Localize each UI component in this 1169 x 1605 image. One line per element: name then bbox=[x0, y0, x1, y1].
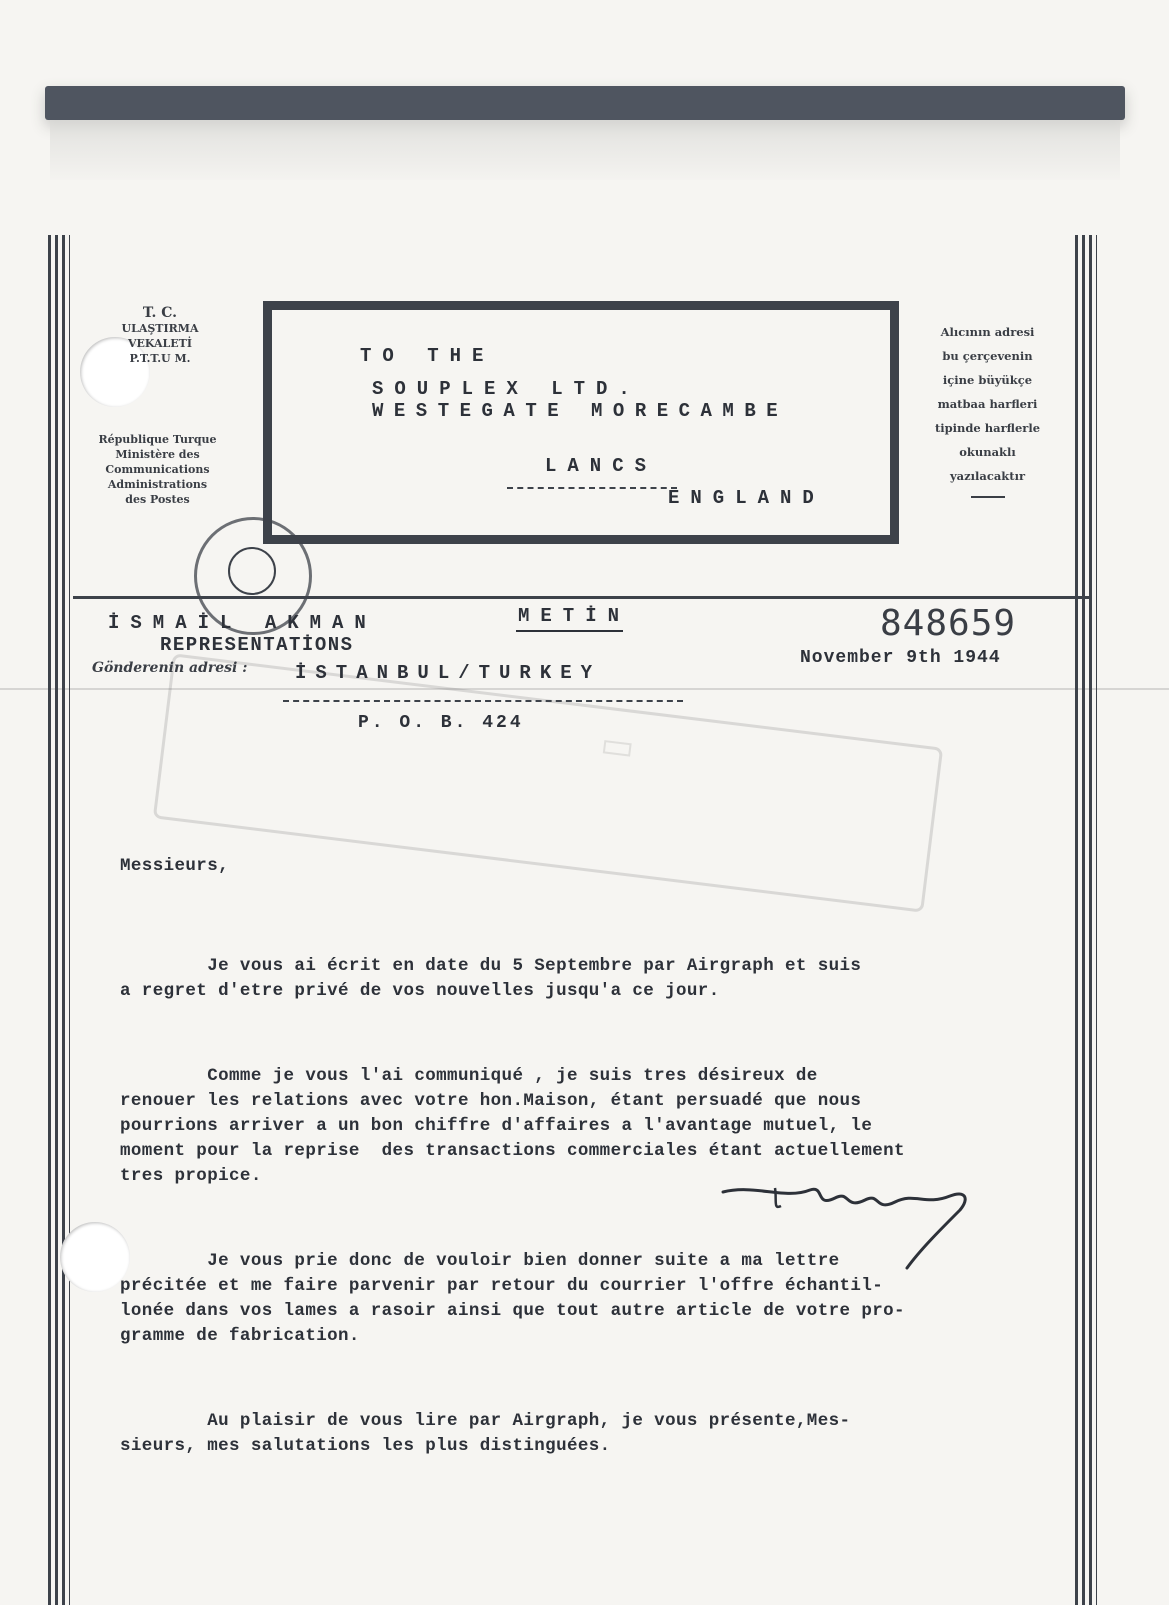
sender-divider bbox=[73, 596, 1091, 599]
serial-number: 848659 bbox=[880, 603, 1017, 644]
instruction-line: Alıcının adresi bbox=[940, 325, 1035, 339]
sender-address-label: Gönderenin adresi : bbox=[92, 660, 248, 676]
paper-smudge bbox=[50, 120, 1120, 180]
header-bar bbox=[45, 86, 1125, 120]
recipient-line-4: LANCS bbox=[545, 455, 658, 477]
left-border-lines bbox=[48, 235, 70, 1605]
recipient-line-3: WESTEGATE MORECAMBE bbox=[372, 400, 789, 422]
letter-body bbox=[120, 804, 1080, 1484]
tc-block bbox=[100, 306, 220, 366]
instruction-line: yazılacaktır bbox=[949, 469, 1025, 483]
sender-city: İSTANBUL/TURKEY bbox=[295, 662, 602, 684]
french-line: République Turque bbox=[98, 433, 217, 446]
handwritten-signature bbox=[715, 1170, 985, 1280]
address-underline bbox=[507, 487, 677, 489]
paragraph-2: Comme je vous l'ai communiqué , je suis tres désireux de renouer les relations avec votre hon.Maison, étant persuadé que nous pourrions arriver a un bon chiffre d'affaires a l'avantage mutuel, le moment pour la reprise des transactions commerciales étant actuellement tres propice. bbox=[120, 1066, 905, 1186]
sender-tag-underline bbox=[516, 630, 623, 632]
tc-line: P.T.T.U M. bbox=[129, 352, 191, 365]
sender-subtitle: REPRESENTATİONS bbox=[160, 634, 354, 656]
french-line: Ministère des bbox=[115, 448, 200, 461]
letter-date: November 9th 1944 bbox=[800, 648, 1001, 668]
received-stamp-text: ▭ bbox=[597, 728, 637, 773]
instruction-line: okunaklı bbox=[959, 445, 1016, 459]
paragraph-4: Au plaisir de vous lire par Airgraph, je vous présente,Mes- sieurs, mes salutations les plus distinguées. bbox=[120, 1411, 851, 1456]
instruction-line: içine büyükçe bbox=[942, 373, 1033, 387]
tc-line: VEKALETİ bbox=[127, 337, 193, 350]
paragraph-1: Je vous ai écrit en date du 5 Septembre par Airgraph et suis a regret d'etre privé de vos nouvelles jusqu'a ce jour. bbox=[120, 956, 862, 1001]
french-line: des Postes bbox=[125, 493, 190, 506]
sender-po-box: P. O. B. 424 bbox=[358, 713, 524, 733]
sender-name: İSMAİL AKMAN bbox=[108, 612, 377, 634]
salutation: Messieurs, bbox=[120, 856, 230, 876]
recipient-line-1: TO THE bbox=[360, 345, 495, 367]
french-line: Administrations bbox=[107, 478, 208, 491]
instruction-line: tipinde harflerle bbox=[934, 421, 1041, 435]
instruction-dash bbox=[971, 496, 1005, 498]
recipient-line-5: ENGLAND bbox=[668, 487, 825, 509]
tc-line: T. C. bbox=[142, 305, 178, 321]
city-underline bbox=[283, 700, 683, 702]
french-line: Communications bbox=[105, 463, 210, 476]
french-block bbox=[90, 432, 225, 507]
tc-line: ULAŞTIRMA bbox=[121, 322, 199, 335]
instruction-line: matbaa harfleri bbox=[937, 397, 1038, 411]
instruction-line: bu çerçevenin bbox=[942, 349, 1033, 363]
recipient-line-2: SOUPLEX LTD. bbox=[372, 378, 641, 400]
paragraph-3: Je vous prie donc de vouloir bien donner suite a ma lettre précitée et me faire parvenir par retour du courrier l'offre échantil- lonée dans vos lames a rasoir ainsi que tout autre article de votre pro- gramme de fabrication. bbox=[120, 1251, 905, 1346]
sender-tag: METİN bbox=[518, 605, 631, 627]
postmark-inner-ring bbox=[228, 547, 276, 595]
address-instructions bbox=[925, 320, 1050, 498]
